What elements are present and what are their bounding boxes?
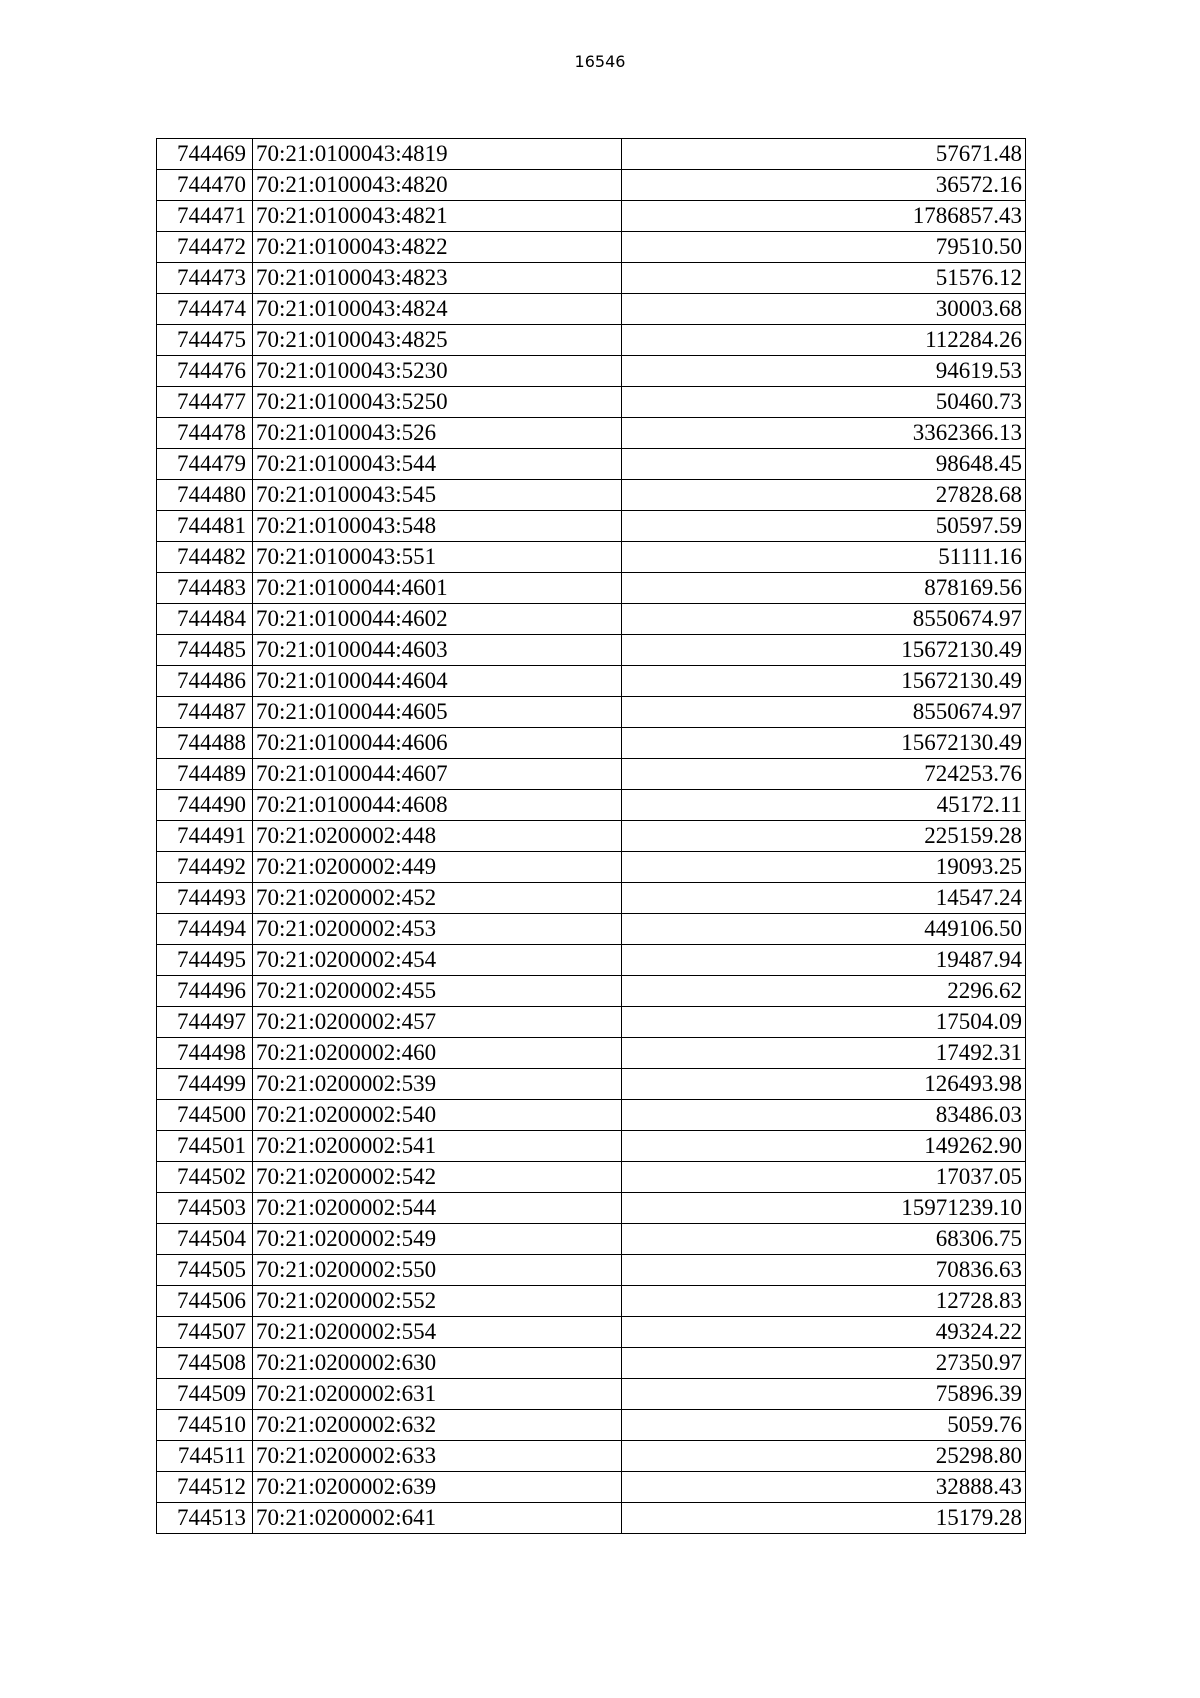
table-row <box>157 821 1026 852</box>
value-cell: 112284.26 <box>622 325 1026 356</box>
table-row <box>157 294 1026 325</box>
value-cell: 36572.16 <box>622 170 1026 201</box>
value-cell: 49324.22 <box>622 1317 1026 1348</box>
row-number-cell: 744511 <box>157 1441 253 1472</box>
cadastral-number-cell: 70:21:0100044:4605 <box>253 697 622 728</box>
table-row <box>157 542 1026 573</box>
cadastral-number-cell: 70:21:0100043:526 <box>253 418 622 449</box>
value-cell: 17037.05 <box>622 1162 1026 1193</box>
value-cell: 449106.50 <box>622 914 1026 945</box>
table-row <box>157 1131 1026 1162</box>
table-row <box>157 852 1026 883</box>
value-cell: 75896.39 <box>622 1379 1026 1410</box>
row-number-cell: 744482 <box>157 542 253 573</box>
cadastral-number-cell: 70:21:0200002:632 <box>253 1410 622 1441</box>
row-number-cell: 744476 <box>157 356 253 387</box>
cadastral-number-cell: 70:21:0100044:4603 <box>253 635 622 666</box>
cadastral-number-cell: 70:21:0200002:554 <box>253 1317 622 1348</box>
cadastral-number-cell: 70:21:0200002:633 <box>253 1441 622 1472</box>
row-number-cell: 744489 <box>157 759 253 790</box>
row-number-cell: 744483 <box>157 573 253 604</box>
table-row <box>157 1224 1026 1255</box>
cadastral-number-cell: 70:21:0100043:4820 <box>253 170 622 201</box>
cadastral-number-cell: 70:21:0100043:548 <box>253 511 622 542</box>
cadastral-number-cell: 70:21:0100044:4602 <box>253 604 622 635</box>
value-cell: 15672130.49 <box>622 635 1026 666</box>
row-number-cell: 744484 <box>157 604 253 635</box>
table-row <box>157 1193 1026 1224</box>
table-row <box>157 914 1026 945</box>
value-cell: 94619.53 <box>622 356 1026 387</box>
value-cell: 15672130.49 <box>622 666 1026 697</box>
value-cell: 149262.90 <box>622 1131 1026 1162</box>
table-row <box>157 697 1026 728</box>
table-row <box>157 449 1026 480</box>
value-cell: 8550674.97 <box>622 604 1026 635</box>
row-number-cell: 744491 <box>157 821 253 852</box>
row-number-cell: 744477 <box>157 387 253 418</box>
table-row <box>157 790 1026 821</box>
cadastral-number-cell: 70:21:0200002:631 <box>253 1379 622 1410</box>
table-row <box>157 1503 1026 1534</box>
row-number-cell: 744473 <box>157 263 253 294</box>
table-row <box>157 728 1026 759</box>
table-row <box>157 1441 1026 1472</box>
cadastral-number-cell: 70:21:0200002:454 <box>253 945 622 976</box>
cadastral-number-cell: 70:21:0100043:5250 <box>253 387 622 418</box>
value-cell: 25298.80 <box>622 1441 1026 1472</box>
value-cell: 12728.83 <box>622 1286 1026 1317</box>
table-row <box>157 1100 1026 1131</box>
value-cell: 50597.59 <box>622 511 1026 542</box>
table-row <box>157 325 1026 356</box>
value-cell: 8550674.97 <box>622 697 1026 728</box>
value-cell: 225159.28 <box>622 821 1026 852</box>
table-row <box>157 480 1026 511</box>
value-cell: 27828.68 <box>622 480 1026 511</box>
cadastral-number-cell: 70:21:0200002:453 <box>253 914 622 945</box>
value-cell: 1786857.43 <box>622 201 1026 232</box>
value-cell: 878169.56 <box>622 573 1026 604</box>
cadastral-number-cell: 70:21:0200002:542 <box>253 1162 622 1193</box>
row-number-cell: 744485 <box>157 635 253 666</box>
row-number-cell: 744509 <box>157 1379 253 1410</box>
row-number-cell: 744493 <box>157 883 253 914</box>
table-row <box>157 1255 1026 1286</box>
value-cell: 45172.11 <box>622 790 1026 821</box>
value-cell: 15179.28 <box>622 1503 1026 1534</box>
row-number-cell: 744469 <box>157 139 253 170</box>
value-cell: 51576.12 <box>622 263 1026 294</box>
row-number-cell: 744497 <box>157 1007 253 1038</box>
table-row <box>157 1069 1026 1100</box>
cadastral-number-cell: 70:21:0200002:452 <box>253 883 622 914</box>
cadastral-number-cell: 70:21:0100043:4824 <box>253 294 622 325</box>
value-cell: 32888.43 <box>622 1472 1026 1503</box>
table-row <box>157 232 1026 263</box>
cadastral-number-cell: 70:21:0100043:4821 <box>253 201 622 232</box>
value-cell: 14547.24 <box>622 883 1026 914</box>
row-number-cell: 744502 <box>157 1162 253 1193</box>
cadastral-number-cell: 70:21:0200002:641 <box>253 1503 622 1534</box>
cadastral-number-cell: 70:21:0100044:4606 <box>253 728 622 759</box>
cadastral-number-cell: 70:21:0200002:630 <box>253 1348 622 1379</box>
cadastral-number-cell: 70:21:0100043:4819 <box>253 139 622 170</box>
cadastral-number-cell: 70:21:0100043:4825 <box>253 325 622 356</box>
row-number-cell: 744490 <box>157 790 253 821</box>
cadastral-number-cell: 70:21:0100043:5230 <box>253 356 622 387</box>
row-number-cell: 744507 <box>157 1317 253 1348</box>
row-number-cell: 744498 <box>157 1038 253 1069</box>
table-row <box>157 945 1026 976</box>
table-row <box>157 1472 1026 1503</box>
cadastral-number-cell: 70:21:0200002:552 <box>253 1286 622 1317</box>
table-row <box>157 573 1026 604</box>
value-cell: 83486.03 <box>622 1100 1026 1131</box>
row-number-cell: 744506 <box>157 1286 253 1317</box>
value-cell: 79510.50 <box>622 232 1026 263</box>
table-row <box>157 883 1026 914</box>
row-number-cell: 744513 <box>157 1503 253 1534</box>
row-number-cell: 744492 <box>157 852 253 883</box>
row-number-cell: 744481 <box>157 511 253 542</box>
cadastral-number-cell: 70:21:0100044:4601 <box>253 573 622 604</box>
page-number: 16546 <box>574 52 626 71</box>
table-body <box>157 139 1026 1534</box>
cadastral-number-cell: 70:21:0200002:460 <box>253 1038 622 1069</box>
row-number-cell: 744475 <box>157 325 253 356</box>
cadastral-number-cell: 70:21:0100043:4822 <box>253 232 622 263</box>
value-cell: 17492.31 <box>622 1038 1026 1069</box>
table-row <box>157 666 1026 697</box>
value-cell: 5059.76 <box>622 1410 1026 1441</box>
cadastral-number-cell: 70:21:0200002:449 <box>253 852 622 883</box>
value-cell: 15971239.10 <box>622 1193 1026 1224</box>
cadastral-number-cell: 70:21:0200002:639 <box>253 1472 622 1503</box>
table-row <box>157 976 1026 1007</box>
row-number-cell: 744495 <box>157 945 253 976</box>
row-number-cell: 744501 <box>157 1131 253 1162</box>
row-number-cell: 744479 <box>157 449 253 480</box>
row-number-cell: 744472 <box>157 232 253 263</box>
cadastral-number-cell: 70:21:0100044:4608 <box>253 790 622 821</box>
cadastral-number-cell: 70:21:0200002:455 <box>253 976 622 1007</box>
row-number-cell: 744500 <box>157 1100 253 1131</box>
table-row <box>157 511 1026 542</box>
cadastral-number-cell: 70:21:0100044:4607 <box>253 759 622 790</box>
row-number-cell: 744496 <box>157 976 253 1007</box>
value-cell: 57671.48 <box>622 139 1026 170</box>
table-row <box>157 356 1026 387</box>
cadastral-number-cell: 70:21:0200002:541 <box>253 1131 622 1162</box>
table-row <box>157 1162 1026 1193</box>
cadastral-number-cell: 70:21:0200002:540 <box>253 1100 622 1131</box>
value-cell: 30003.68 <box>622 294 1026 325</box>
table-row <box>157 604 1026 635</box>
table-row <box>157 1038 1026 1069</box>
row-number-cell: 744480 <box>157 480 253 511</box>
cadastral-table <box>156 138 1026 1534</box>
value-cell: 70836.63 <box>622 1255 1026 1286</box>
row-number-cell: 744494 <box>157 914 253 945</box>
row-number-cell: 744512 <box>157 1472 253 1503</box>
value-cell: 15672130.49 <box>622 728 1026 759</box>
cadastral-number-cell: 70:21:0200002:550 <box>253 1255 622 1286</box>
value-cell: 50460.73 <box>622 387 1026 418</box>
cadastral-number-cell: 70:21:0200002:544 <box>253 1193 622 1224</box>
value-cell: 126493.98 <box>622 1069 1026 1100</box>
table-row <box>157 759 1026 790</box>
value-cell: 2296.62 <box>622 976 1026 1007</box>
value-cell: 17504.09 <box>622 1007 1026 1038</box>
value-cell: 3362366.13 <box>622 418 1026 449</box>
row-number-cell: 744470 <box>157 170 253 201</box>
cadastral-number-cell: 70:21:0100044:4604 <box>253 666 622 697</box>
row-number-cell: 744488 <box>157 728 253 759</box>
value-cell: 19487.94 <box>622 945 1026 976</box>
table-row <box>157 263 1026 294</box>
row-number-cell: 744503 <box>157 1193 253 1224</box>
cadastral-number-cell: 70:21:0200002:457 <box>253 1007 622 1038</box>
row-number-cell: 744505 <box>157 1255 253 1286</box>
table-row <box>157 418 1026 449</box>
row-number-cell: 744510 <box>157 1410 253 1441</box>
table-row <box>157 139 1026 170</box>
row-number-cell: 744508 <box>157 1348 253 1379</box>
table-row <box>157 1348 1026 1379</box>
row-number-cell: 744487 <box>157 697 253 728</box>
table-row <box>157 1317 1026 1348</box>
row-number-cell: 744474 <box>157 294 253 325</box>
cadastral-number-cell: 70:21:0200002:448 <box>253 821 622 852</box>
cadastral-number-cell: 70:21:0100043:544 <box>253 449 622 480</box>
row-number-cell: 744471 <box>157 201 253 232</box>
table-row <box>157 1410 1026 1441</box>
value-cell: 19093.25 <box>622 852 1026 883</box>
cadastral-number-cell: 70:21:0100043:545 <box>253 480 622 511</box>
table-row <box>157 1007 1026 1038</box>
table-row <box>157 1286 1026 1317</box>
table-row <box>157 635 1026 666</box>
cadastral-number-cell: 70:21:0200002:539 <box>253 1069 622 1100</box>
table-row <box>157 1379 1026 1410</box>
value-cell: 98648.45 <box>622 449 1026 480</box>
value-cell: 724253.76 <box>622 759 1026 790</box>
value-cell: 51111.16 <box>622 542 1026 573</box>
table-row <box>157 387 1026 418</box>
row-number-cell: 744499 <box>157 1069 253 1100</box>
value-cell: 27350.97 <box>622 1348 1026 1379</box>
table-row <box>157 170 1026 201</box>
cadastral-number-cell: 70:21:0100043:4823 <box>253 263 622 294</box>
cadastral-number-cell: 70:21:0100043:551 <box>253 542 622 573</box>
cadastral-number-cell: 70:21:0200002:549 <box>253 1224 622 1255</box>
row-number-cell: 744486 <box>157 666 253 697</box>
table-row <box>157 201 1026 232</box>
row-number-cell: 744504 <box>157 1224 253 1255</box>
row-number-cell: 744478 <box>157 418 253 449</box>
value-cell: 68306.75 <box>622 1224 1026 1255</box>
